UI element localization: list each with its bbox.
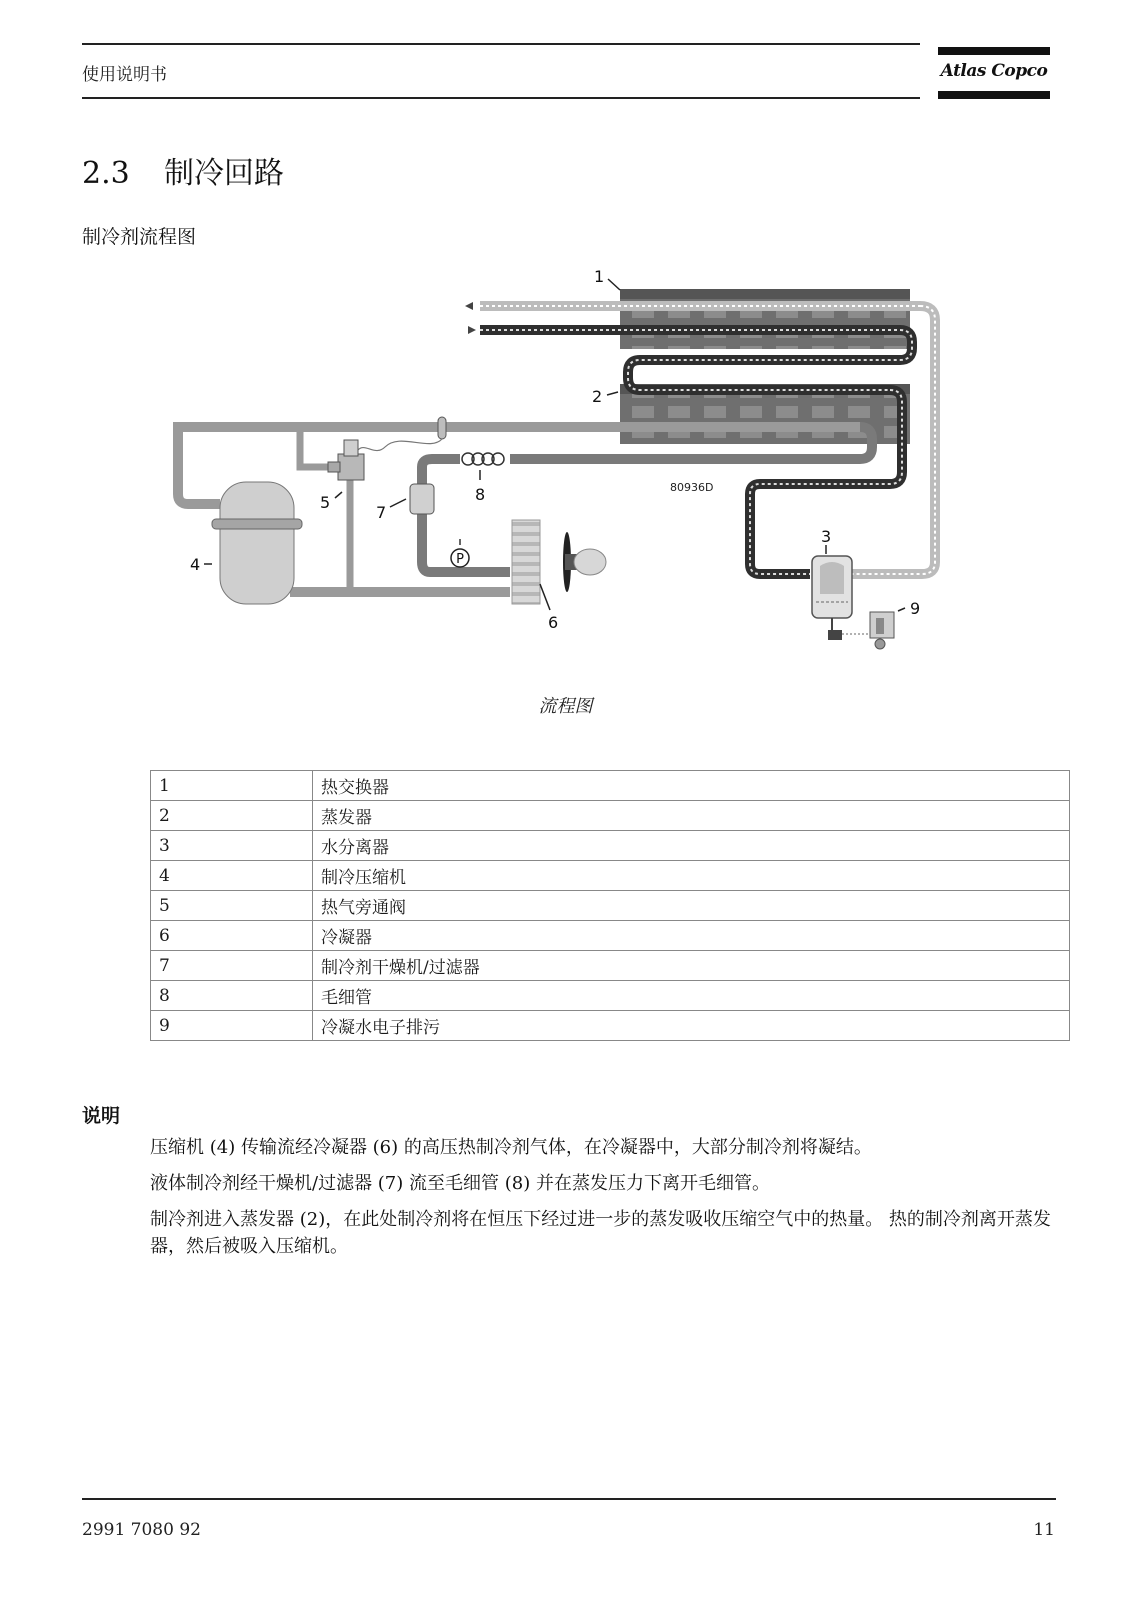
callout-4: 4 [190,555,201,574]
refrigerant-flow-diagram [160,262,980,682]
legend-row [151,951,1070,981]
callout-6: 6 [548,613,559,632]
legend-label: 水分离器 [313,831,1070,861]
legend-number: 1 [151,771,313,801]
filter-dryer [410,484,434,514]
header-bottom-rule [82,97,920,99]
callout-3: 3 [821,527,832,546]
sensor-bulb [438,417,446,439]
legend-label: 制冷压缩机 [313,861,1070,891]
pressure-switch [451,539,469,567]
legend-number: 3 [151,831,313,861]
legend-label: 热交换器 [313,771,1070,801]
document-number: 2991 7080 92 [82,1520,201,1540]
condenser [512,520,540,604]
legend-row [151,831,1070,861]
callout-1: 1 [594,267,605,286]
header-title: 使用说明书 [82,65,167,85]
legend-row [151,1011,1070,1041]
description-paragraph-2: 液体制冷剂经干燥机/过滤器 (7) 流至毛细管 (8) 并在蒸发压力下离开毛细管。 [150,1173,770,1194]
legend-row [151,801,1070,831]
sensor-capillary [358,439,442,451]
hot-gas-bypass-valve [328,440,364,480]
callout-8: 8 [475,485,486,504]
description-paragraph-3: 制冷剂进入蒸发器 (2)，在此处制冷剂将在恒压下经过进一步的蒸发吸收压缩空气中的热量。 热的制冷剂离开蒸发器，然后被吸入压缩机。 [150,1209,1051,1257]
compressor [212,482,302,604]
legend-row [151,921,1070,951]
diagram-code: 80936D [670,481,714,494]
legend-table [150,770,1070,1041]
legend-number: 9 [151,1011,313,1041]
legend-number: 8 [151,981,313,1011]
callout-2: 2 [592,387,603,406]
diagram-caption: 流程图 [538,696,593,717]
description-heading: 说明 [82,1105,121,1127]
atlas-copco-logo [938,47,1050,101]
legend-number: 7 [151,951,313,981]
legend-row [151,861,1070,891]
legend-number: 6 [151,921,313,951]
capillary-tube [462,453,504,465]
callout-7: 7 [376,503,387,522]
legend-row [151,981,1070,1011]
legend-label: 冷凝器 [313,921,1070,951]
footer-rule [82,1498,1056,1500]
legend-label: 冷凝水电子排污 [313,1011,1070,1041]
callout-5: 5 [320,493,331,512]
section-title-text: 制冷回路 [164,156,284,191]
callout-9: 9 [910,599,921,618]
legend-label: 制冷剂干燥机/过滤器 [313,951,1070,981]
header-top-rule [82,43,920,45]
description-paragraph-1: 压缩机 (4) 传输流经冷凝器 (6) 的高压热制冷剂气体，在冷凝器中，大部分制冷剂将凝结。 [150,1137,872,1158]
section-number: 2.3 [82,156,130,191]
legend-number: 5 [151,891,313,921]
legend-row [151,771,1070,801]
legend-label: 毛细管 [313,981,1070,1011]
heat-exchanger [620,289,910,349]
section-title [82,148,284,192]
legend-row [151,891,1070,921]
subheading: 制冷剂流程图 [82,226,197,248]
logo-text: Atlas Copco [940,61,1048,81]
legend-label: 蒸发器 [313,801,1070,831]
pressure-symbol: P [456,552,464,567]
condenser-fan [563,532,606,592]
legend-number: 2 [151,801,313,831]
legend-number: 4 [151,861,313,891]
legend-label: 热气旁通阀 [313,891,1070,921]
water-separator [812,556,852,640]
page-number: 11 [1033,1520,1055,1540]
